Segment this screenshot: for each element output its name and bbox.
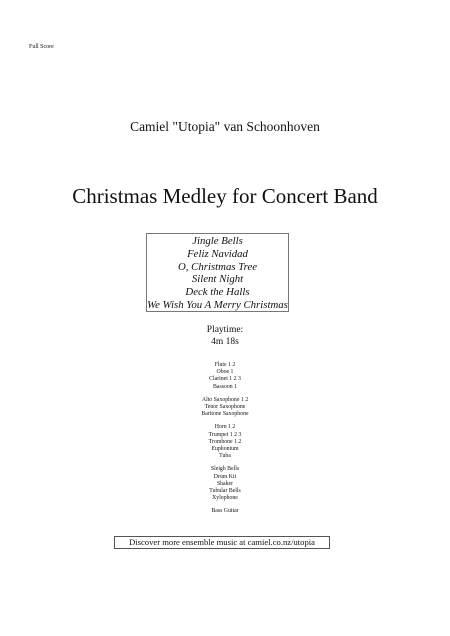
instrument-item: Sleigh Bells [210, 466, 240, 473]
instrument-item: Tubular Bells [209, 488, 241, 495]
saxophone-group [0, 397, 450, 419]
instrument-item: Trombone 1 2 [208, 438, 242, 445]
instrument-item: Euphonium [211, 446, 239, 453]
composer-name: Camiel "Utopia" van Schoonhoven [130, 119, 320, 134]
instrument-item: Xylophone [212, 495, 238, 502]
instrument-item: Trumpet 1 2 3 [208, 431, 242, 438]
website-link[interactable]: Discover more ensemble music at camiel.co.nz/utopia [114, 536, 330, 549]
playtime-value: 4m 18s [211, 337, 239, 347]
instrument-item: Tuba [219, 453, 231, 460]
song-title: Feliz Navidad [187, 247, 248, 260]
instrument-item: Shaker [216, 480, 234, 487]
instrument-item: Clarinet 1 2 3 [209, 376, 241, 383]
instrument-item: Drum Kit [213, 473, 237, 480]
bass-group [0, 508, 450, 515]
playtime-label: Playtime: [206, 325, 244, 335]
brass-group [0, 424, 450, 460]
instrumentation-list [0, 362, 450, 522]
instrument-item: Tenor Saxophone [204, 404, 246, 411]
instrument-item: Baritone Saxophone [201, 411, 249, 418]
instrument-item: Bass Guitar [211, 508, 239, 515]
song-list-box [146, 233, 289, 312]
song-title: O, Christmas Tree [177, 260, 258, 273]
instrument-item: Alto Saxophone 1 2 [201, 396, 249, 403]
full-score-label: Full Score [29, 44, 54, 50]
song-title: Silent Night [191, 273, 244, 286]
song-title: Deck the Halls [185, 286, 250, 299]
instrument-item: Bassoon 1 [213, 383, 237, 390]
page-title: Christmas Medley for Concert Band [72, 184, 378, 208]
instrument-item: Flute 1 2 [214, 362, 236, 368]
song-title: We Wish You A Merry Christmas [147, 298, 288, 311]
instrument-item: Horn 1 2 [214, 424, 236, 431]
instrument-item: Oboe 1 [216, 369, 234, 376]
song-title: Jingle Bells [192, 235, 243, 247]
woodwind-group [0, 362, 450, 391]
percussion-group [0, 466, 450, 502]
